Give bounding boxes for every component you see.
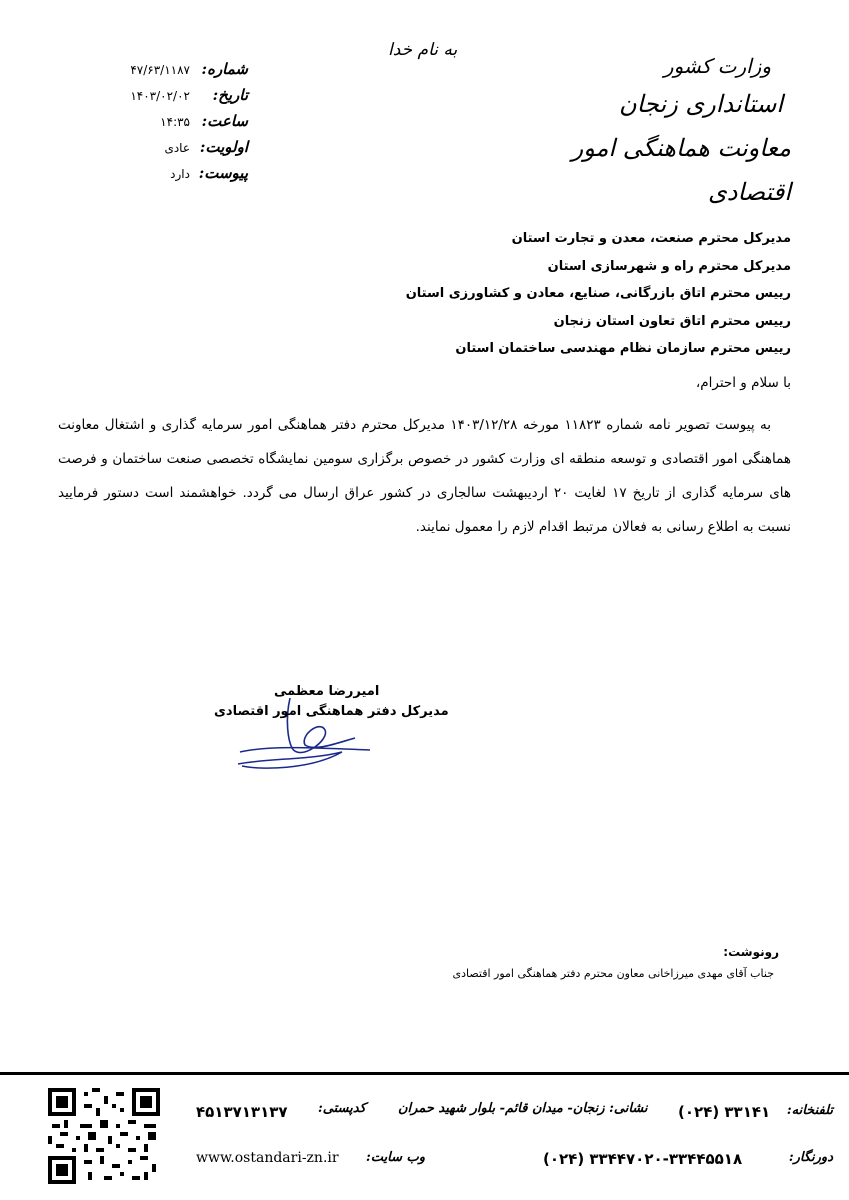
recipient-item: مدیرکل محترم راه و شهرسازی استان	[547, 258, 791, 274]
recipient-item: مدیرکل محترم صنعت، معدن و تجارت استان	[511, 231, 791, 246]
meta-time-value: ۱۴:۳۵	[160, 115, 190, 129]
recipient-item: رییس محترم اتاق تعاون استان زنجان	[553, 313, 791, 329]
fax-value: (۰۲۴) ۳۳۴۴۷۰۲۰-۳۳۴۴۵۵۱۸	[543, 1150, 743, 1168]
meta-priority-label: اولویت:	[199, 138, 248, 156]
postal-code-value: ۴۵۱۳۷۱۳۱۳۷	[196, 1103, 288, 1121]
recipients-list	[311, 225, 791, 363]
recipient-item: رییس محترم اتاق بازرگانی، صنایع، معادن و کشاورزی استان	[405, 286, 791, 301]
address-text: نشانی: زنجان- میدان قائم- بلوار شهید حمران	[398, 1101, 648, 1116]
meta-priority-row	[98, 138, 248, 164]
meta-number-value: ۴۷/۶۳/۱۱۸۷	[130, 63, 190, 77]
signatory-name: امیررضا معظمی	[274, 684, 380, 699]
governorate-name: استانداری زنجان	[619, 90, 783, 118]
ministry-name: وزارت کشور	[663, 54, 771, 78]
greeting: با سلام و احترام،	[695, 375, 791, 391]
ministry-header	[491, 50, 791, 214]
letter-meta	[98, 60, 248, 190]
phone-value: (۰۲۴) ۳۳۱۴۱	[678, 1103, 771, 1121]
meta-number-label: شماره:	[201, 60, 248, 78]
footer-divider	[0, 1072, 849, 1075]
website-label: وب سایت:	[366, 1150, 426, 1165]
body-paragraph: به پیوست تصویر نامه شماره ۱۱۸۲۳ مورخه ۱۴۰۳/۱۲/۲۸ مدیرکل محترم دفتر هماهنگی امور سرمایه گذاری و اشتغال معاونت هماهنگی امور اقتصادی و توسعه منطقه ای وزارت کشور در خصوص برگزاری سومین نمایشگاه تخصصی صنعت ساختمان و فرصت های سرمایه گذاری از تاریخ ۱۷ لغایت ۲۰ اردیبهشت سالجاری در کشور عراق ارسال می گردد. خواهشمند است دستور فرمایید نسبت به اطلاع رسانی به فعالان مرتبط اقدام لازم را معمول نمایند.	[58, 417, 791, 535]
cc-label: رونوشت:	[723, 945, 779, 959]
meta-attachment-label: پیوست:	[198, 164, 248, 182]
meta-time-row	[98, 112, 248, 138]
signatory-title: مدیرکل دفتر هماهنگی امور اقتصادی	[214, 704, 449, 719]
meta-attachment-value: دارد	[170, 167, 190, 181]
cc-recipient: جناب آقای مهدی میرزاخانی معاون محترم دفتر هماهنگی امور اقتصادی	[452, 967, 774, 980]
handwritten-signature	[230, 690, 380, 775]
deputy-office-name: معاونت هماهنگی امور اقتصادی	[571, 134, 791, 206]
letter-body	[58, 408, 791, 544]
postal-code-label: کدپستی:	[318, 1101, 366, 1116]
meta-time-label: ساعت:	[201, 112, 248, 130]
meta-number-row	[98, 60, 248, 86]
recipient-item: رییس محترم سازمان نظام مهندسی ساختمان استان	[455, 341, 791, 356]
qr-code-icon	[48, 1088, 160, 1184]
meta-priority-value: عادی	[164, 141, 190, 155]
phone-label: تلفنخانه:	[786, 1103, 833, 1118]
website-link[interactable]: www.ostandari-zn.ir	[196, 1150, 339, 1166]
meta-date-label: تاریخ:	[212, 86, 248, 104]
bismillah-heading: به نام خدا	[388, 40, 458, 60]
meta-attachment-row	[98, 164, 248, 190]
meta-date-row	[98, 86, 248, 112]
meta-date-value: ۱۴۰۳/۰۲/۰۲	[130, 89, 190, 103]
fax-label: دورنگار:	[788, 1150, 833, 1165]
